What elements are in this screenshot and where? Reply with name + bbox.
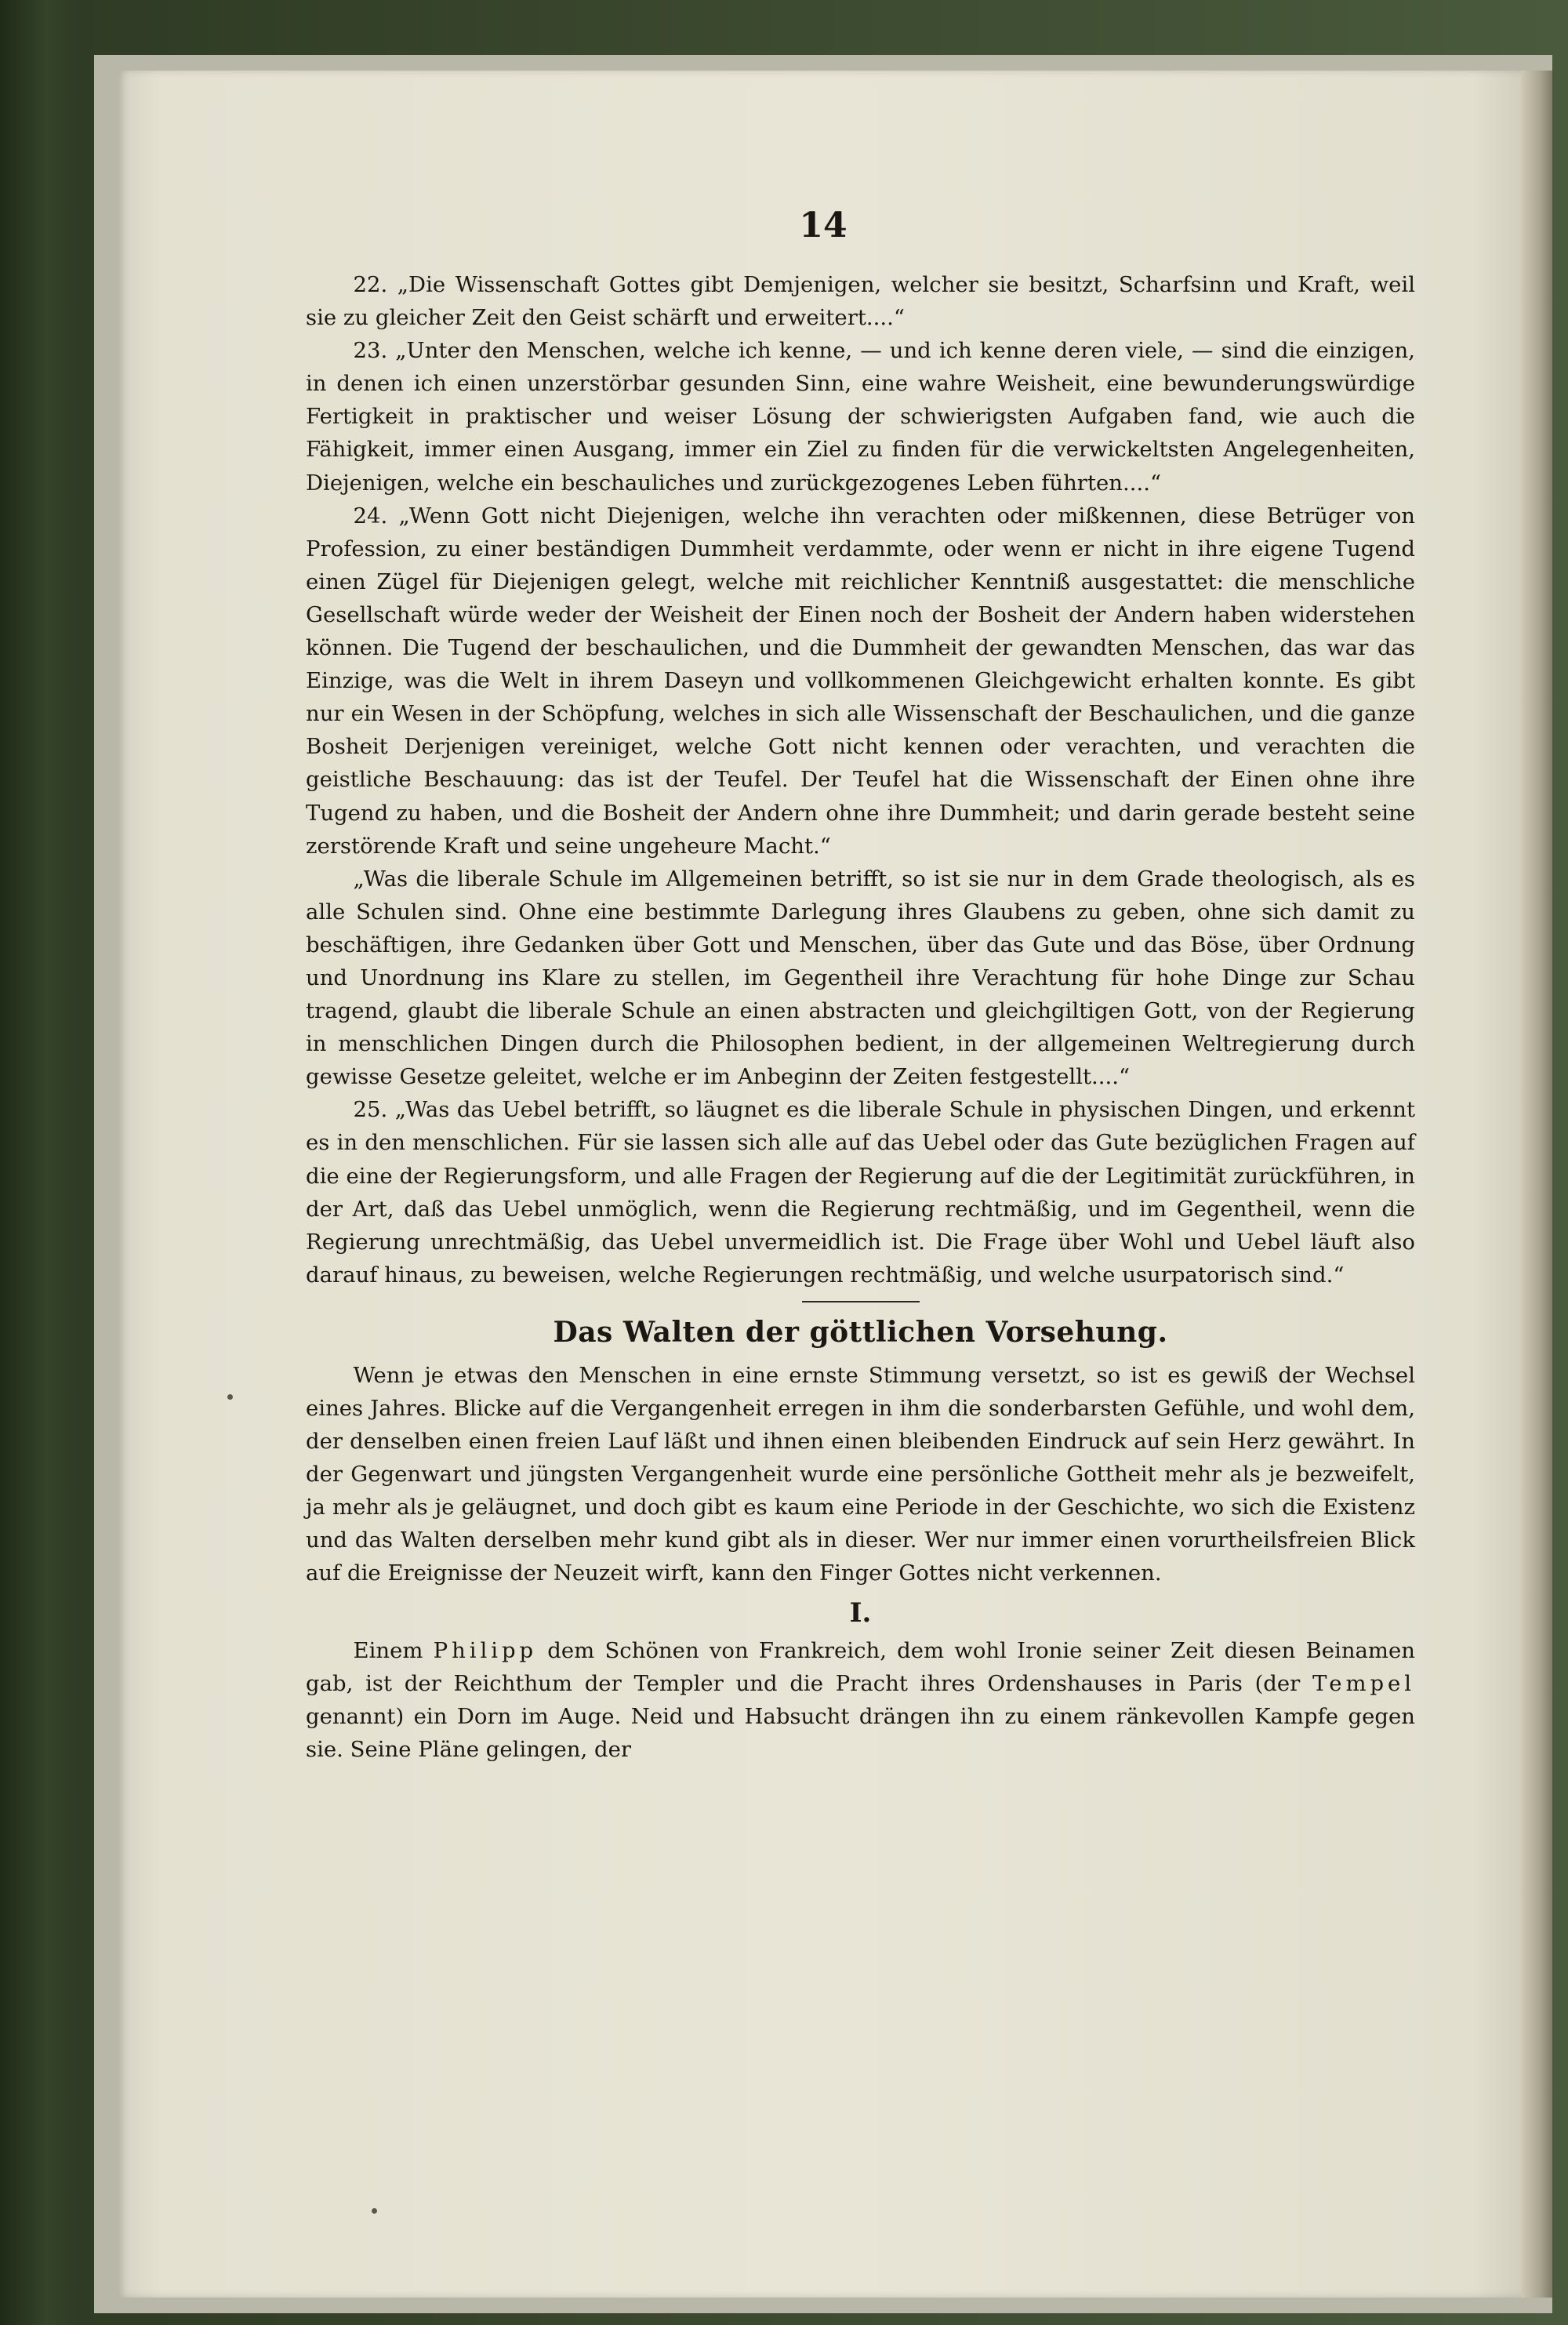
paragraph-liberal-school: „Was die liberale Schule im Allgemeinen betrifft, so ist sie nur in dem Grade theologisch, als es alle Schulen sind. Ohne eine bestimmte Darlegung ihres Glaubens zu geben, ohne sich damit zu beschäftigen, ihre Gedanken über Gott und Menschen, über das Gute und das Böse, über Ordnung und Unordnung ins Klare zu stellen, im Gegentheil ihre Verachtung für hohe Dinge zur Schau tragend, glaubt die liberale Schule an einen abstracten und gleichgiltigen Gott, von der Regierung in menschlichen Dingen durch die Philosophen bedient, in der allgemeinen Weltregierung durch gewisse Gesetze geleitet, welche er im Anbeginn der Zeiten festgestellt....“ [306,866,1415,1090]
subsection-number: I. [849,1597,872,1629]
margin-speck [227,1394,233,1400]
page-text [306,268,1415,1766]
paragraph-23: 23. „Unter den Menschen, welche ich kenne, — und ich kenne deren viele, — sind die einzigen, in denen ich einen unzerstörbar gesunden Sinn, eine wahre Weisheit, eine bewunderungswürdige Fertigkeit in praktischer und weiser Lösung der schwierigsten Aufgaben fand, wie auch die Fähigkeit, immer einen Ausgang, immer ein Ziel zu finden für die verwickeltsten Angelegenheiten, Diejenigen, welche ein beschauliches und zurückgezogenes Leben führten....“ [306,338,1415,496]
subsection-text-2: dem Schönen von Frankreich, dem wohl Ironie seiner Zeit diesen Beinamen gab, ist der Reichthum der Templer und die Pracht ihres Ordenshauses in Paris (der [306,1637,1415,1696]
section-divider [802,1301,920,1302]
page-number: 14 [799,205,848,245]
subsection-text-3: genannt) ein Dorn im Auge. Neid und Habsucht drängen ihn zu einem ränkevollen Kampfe gegen sie. Seine Pläne gelingen, der [306,1703,1415,1762]
subsection-paragraph [306,1634,1415,1766]
subsection-text-1: Einem [353,1637,434,1663]
paragraph-24: 24. „Wenn Gott nicht Diejenigen, welche ihn verachten oder mißkennen, diese Betrüger von Profession, zu einer beständigen Dummheit verdammte, oder wenn er nicht in ihre eigene Tugend einen Zügel für Diejenigen gelegt, welche mit reichlicher Kenntniß ausgestattet: die menschliche Gesellschaft würde weder der Weisheit der Einen noch der Bosheit der Andern haben widerstehen können. Die Tugend der beschaulichen, und die Dummheit der gewandten Menschen, das war das Einzige, was die Welt in ihrem Daseyn und vollkommenen Gleichgewicht erhalten konnte. Es gibt nur ein Wesen in der Schöpfung, welches in sich alle Wissenschaft der Beschaulichen, und die ganze Bosheit Derjenigen vereiniget, welche Gott nicht kennen oder verachten, und verachten die geistliche Beschauung: das ist der Teufel. Der Teufel hat die Wissenschaft der Einen ohne ihre Tugend zu haben, und die Bosheit der Andern ohne ihre Dummheit; und darin gerade besteht seine zerstörende Kraft und seine ungeheure Macht.“ [306,503,1415,859]
name-tempel: Tempel [1312,1670,1415,1696]
paragraph-22: 22. „Die Wissenschaft Gottes gibt Demjenigen, welcher sie besitzt, Scharfsinn und Kraft, weil sie zu gleicher Zeit den Geist schärft und erweitert....“ [306,272,1415,331]
name-philipp: Philipp [433,1637,538,1663]
page-stack-edge [1521,71,1552,2298]
margin-speck [372,2208,377,2214]
paragraph-25: 25. „Was das Uebel betrifft, so läugnet es die liberale Schule in physischen Dingen, und erkennt es in den menschlichen. Für sie lassen sich alle auf das Uebel oder das Gute bezüglichen Fragen auf die eine der Regierungsform, und alle Fragen der Regierung auf die der Legitimität zurückführen, in der Art, daß das Uebel unmöglich, wenn die Regierung rechtmäßig, und im Gegentheil, wenn die Regierung unrechtmäßig, das Uebel unvermeidlich ist. Die Frage über Wohl und Uebel läuft also darauf hinaus, zu beweisen, welche Regierungen rechtmäßig, und welche usurpatorisch sind.“ [306,1097,1415,1288]
section-heading: Das Walten der göttlichen Vorsehung. [553,1315,1168,1349]
section-intro: Wenn je etwas den Menschen in eine ernste Stimmung versetzt, so ist es gewiß der Wechsel eines Jahres. Blicke auf die Vergangenheit erregen in ihm die sonderbarsten Gefühle, und wohl dem, der denselben einen freien Lauf läßt und ihnen einen bleibenden Eindruck auf sein Herz gewährt. In der Gegenwart und jüngsten Vergangenheit wurde eine persönliche Gottheit mehr als je bezweifelt, ja mehr als je geläugnet, und doch gibt es kaum eine Periode in der Geschichte, wo sich die Existenz und das Walten derselben mehr kund gibt als in dieser. Wer nur immer einen vorurtheilsfreien Blick auf die Ereignisse der Neuzeit wirft, kann den Finger Gottes nicht verkennen. [306,1362,1415,1586]
